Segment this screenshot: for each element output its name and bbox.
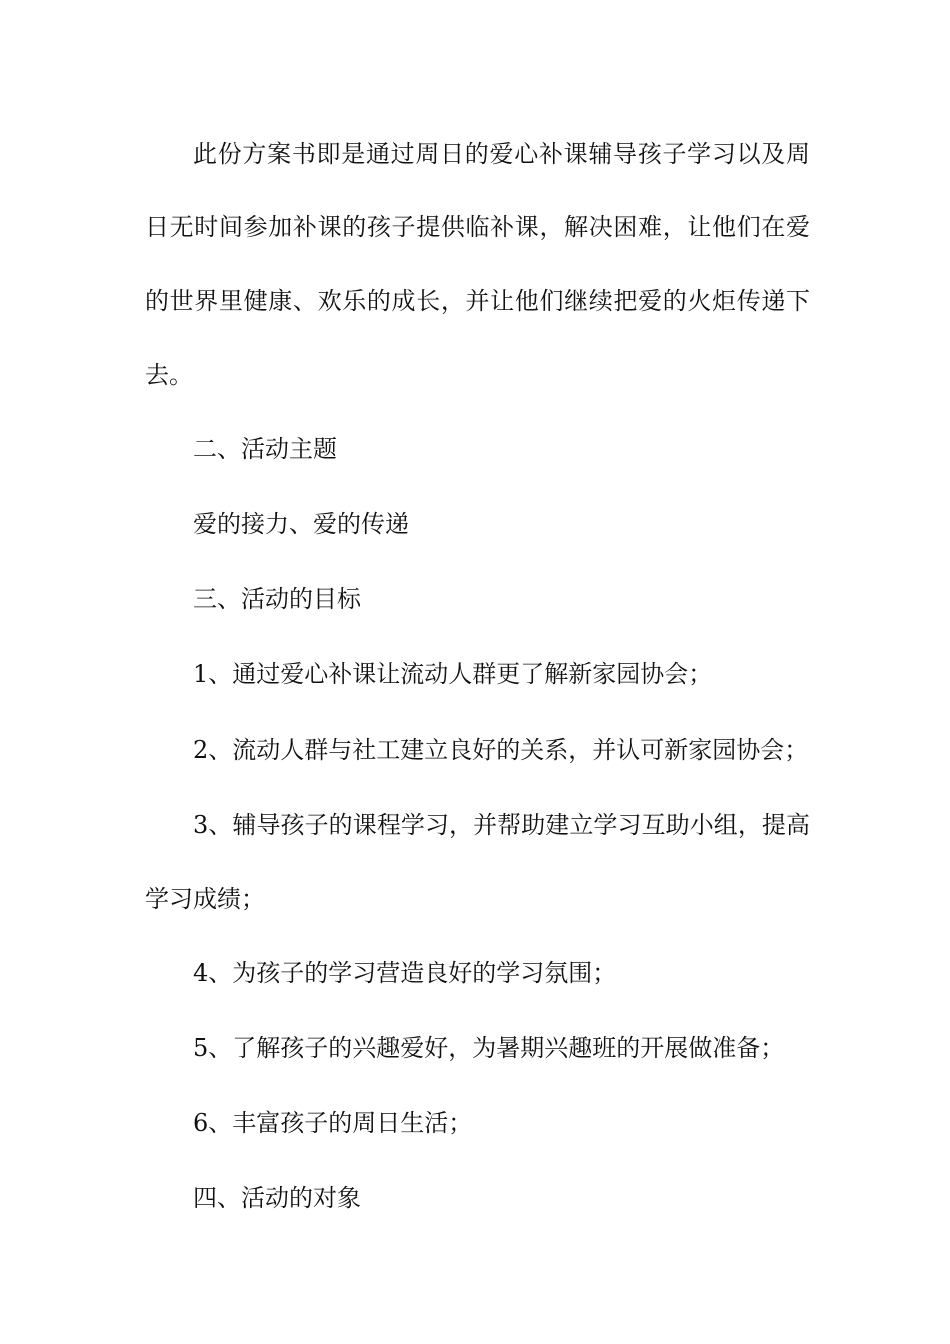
section-heading: 二、活动主题: [193, 435, 337, 463]
list-item: 1、通过爱心补课让流动人群更了解新家园协会；: [193, 660, 713, 688]
list-item: 2、流动人群与社工建立良好的关系，并认可新家园协会；: [193, 736, 809, 764]
paragraph-line: 爱的接力、爱的传递: [193, 510, 409, 538]
paragraph-line: 日无时间参加补课的孩子提供临补课，解决困难，让他们在爱: [145, 213, 810, 241]
list-item: 5、了解孩子的兴趣爱好，为暑期兴趣班的开展做准备；: [193, 1034, 785, 1062]
list-item: 6、丰富孩子的周日生活；: [193, 1109, 473, 1137]
paragraph-line: 去。: [145, 361, 193, 389]
section-heading: 三、活动的目标: [193, 585, 361, 613]
paragraph-line: 此份方案书即是通过周日的爱心补课辅导孩子学习以及周: [193, 140, 810, 168]
list-item-continuation: 学习成绩；: [145, 885, 265, 913]
paragraph-line: 的世界里健康、欢乐的成长，并让他们继续把爱的火炬传递下: [145, 287, 810, 315]
list-item: 3、辅导孩子的课程学习，并帮助建立学习互助小组，提高: [193, 811, 810, 839]
list-item: 4、为孩子的学习营造良好的学习氛围；: [193, 959, 617, 987]
section-heading: 四、活动的对象: [193, 1184, 361, 1212]
